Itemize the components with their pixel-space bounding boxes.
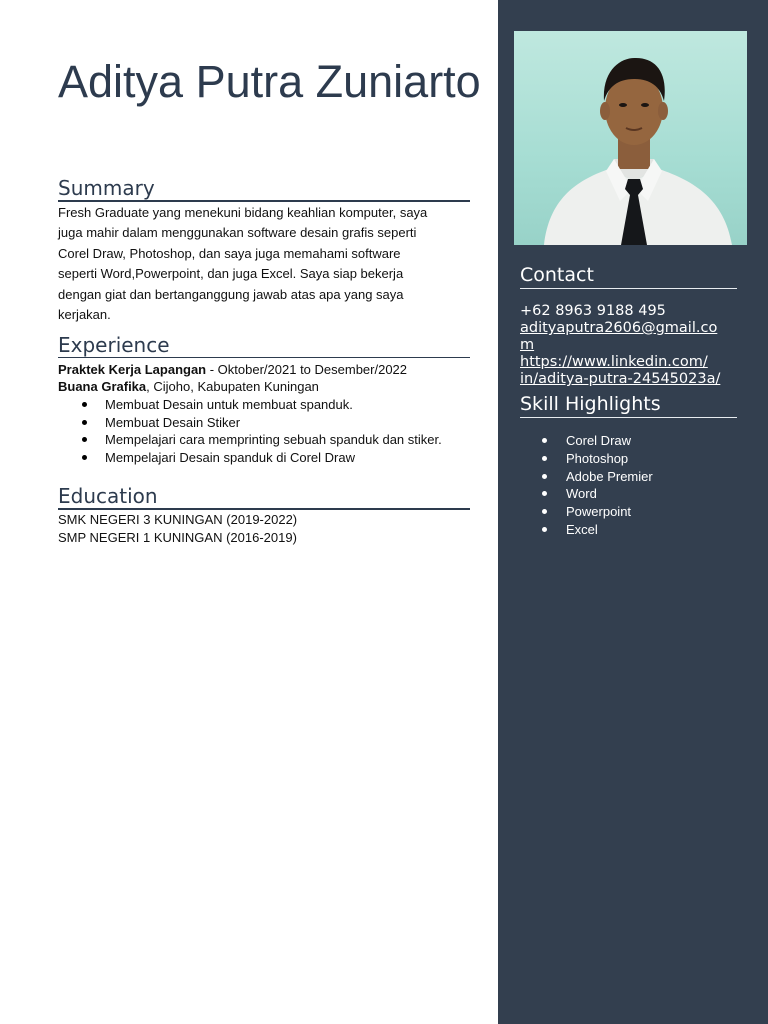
profile-photo xyxy=(514,31,747,245)
list-item: Word xyxy=(520,485,653,503)
experience-position-line xyxy=(58,361,470,378)
list-item: Excel xyxy=(520,521,653,539)
contact-email-line[interactable]: adityaputra2606@gmail.co xyxy=(520,320,718,336)
resume-name: Aditya Putra Zuniarto xyxy=(58,56,481,107)
list-item: Membuat Desain Stiker xyxy=(58,414,458,432)
experience-period: - Oktober/2021 to Desember/2022 xyxy=(206,362,408,377)
contact-phone: +62 8963 9188 495 xyxy=(520,303,666,319)
summary-line: juga mahir dalam menggunakan software desain grafis seperti xyxy=(58,225,417,241)
list-item: Mempelajari Desain spanduk di Corel Draw xyxy=(58,449,458,467)
contact-details xyxy=(520,303,740,388)
experience-entry xyxy=(58,361,470,395)
summary-line: dengan giat dan bertanganggung jawab atas apa yang saya xyxy=(58,286,404,302)
experience-heading: Experience xyxy=(58,333,470,358)
contact-heading: Contact xyxy=(520,262,737,289)
experience-location: , Cijoho, Kabupaten Kuningan xyxy=(146,379,319,394)
list-item: Membuat Desain untuk membuat spanduk. xyxy=(58,396,458,414)
contact-email-link[interactable] xyxy=(520,320,740,354)
education-item: SMK NEGERI 3 KUNINGAN (2019-2022) xyxy=(58,512,298,527)
list-item: Powerpoint xyxy=(520,503,653,521)
sidebar xyxy=(498,0,768,1024)
experience-company: Buana Grafika xyxy=(58,379,147,394)
summary-line: seperti Word,Powerpoint, dan juga Excel. Saya siap bekerja xyxy=(58,266,404,282)
summary-line: Corel Draw, Photoshop, dan saya juga memahami software xyxy=(58,245,401,261)
contact-linkedin-link[interactable] xyxy=(520,354,740,388)
skills-list xyxy=(520,432,653,539)
experience-bullets xyxy=(58,396,458,466)
list-item: Adobe Premier xyxy=(520,468,653,486)
summary-line: kerjakan. xyxy=(58,307,111,323)
contact-linkedin-line[interactable]: https://www.linkedin.com/ xyxy=(520,354,708,370)
summary-line: Fresh Graduate yang menekuni bidang keahlian komputer, saya xyxy=(58,205,428,220)
contact-email-line[interactable]: m xyxy=(520,337,535,353)
summary-text xyxy=(58,203,470,325)
contact-linkedin-line[interactable]: in/aditya-putra-24545023a/ xyxy=(520,371,721,387)
skills-heading: Skill Highlights xyxy=(520,391,737,418)
education-list xyxy=(58,511,297,547)
experience-position: Praktek Kerja Lapangan xyxy=(58,362,207,377)
list-item: Corel Draw xyxy=(520,432,653,450)
list-item: Mempelajari cara memprinting sebuah spanduk dan stiker. xyxy=(58,431,458,449)
education-item: SMP NEGERI 1 KUNINGAN (2016-2019) xyxy=(58,530,297,545)
summary-heading: Summary xyxy=(58,176,470,202)
list-item: Photoshop xyxy=(520,450,653,468)
experience-company-line xyxy=(58,378,470,395)
education-heading: Education xyxy=(58,484,470,510)
profile-photo-illustration xyxy=(514,31,747,245)
